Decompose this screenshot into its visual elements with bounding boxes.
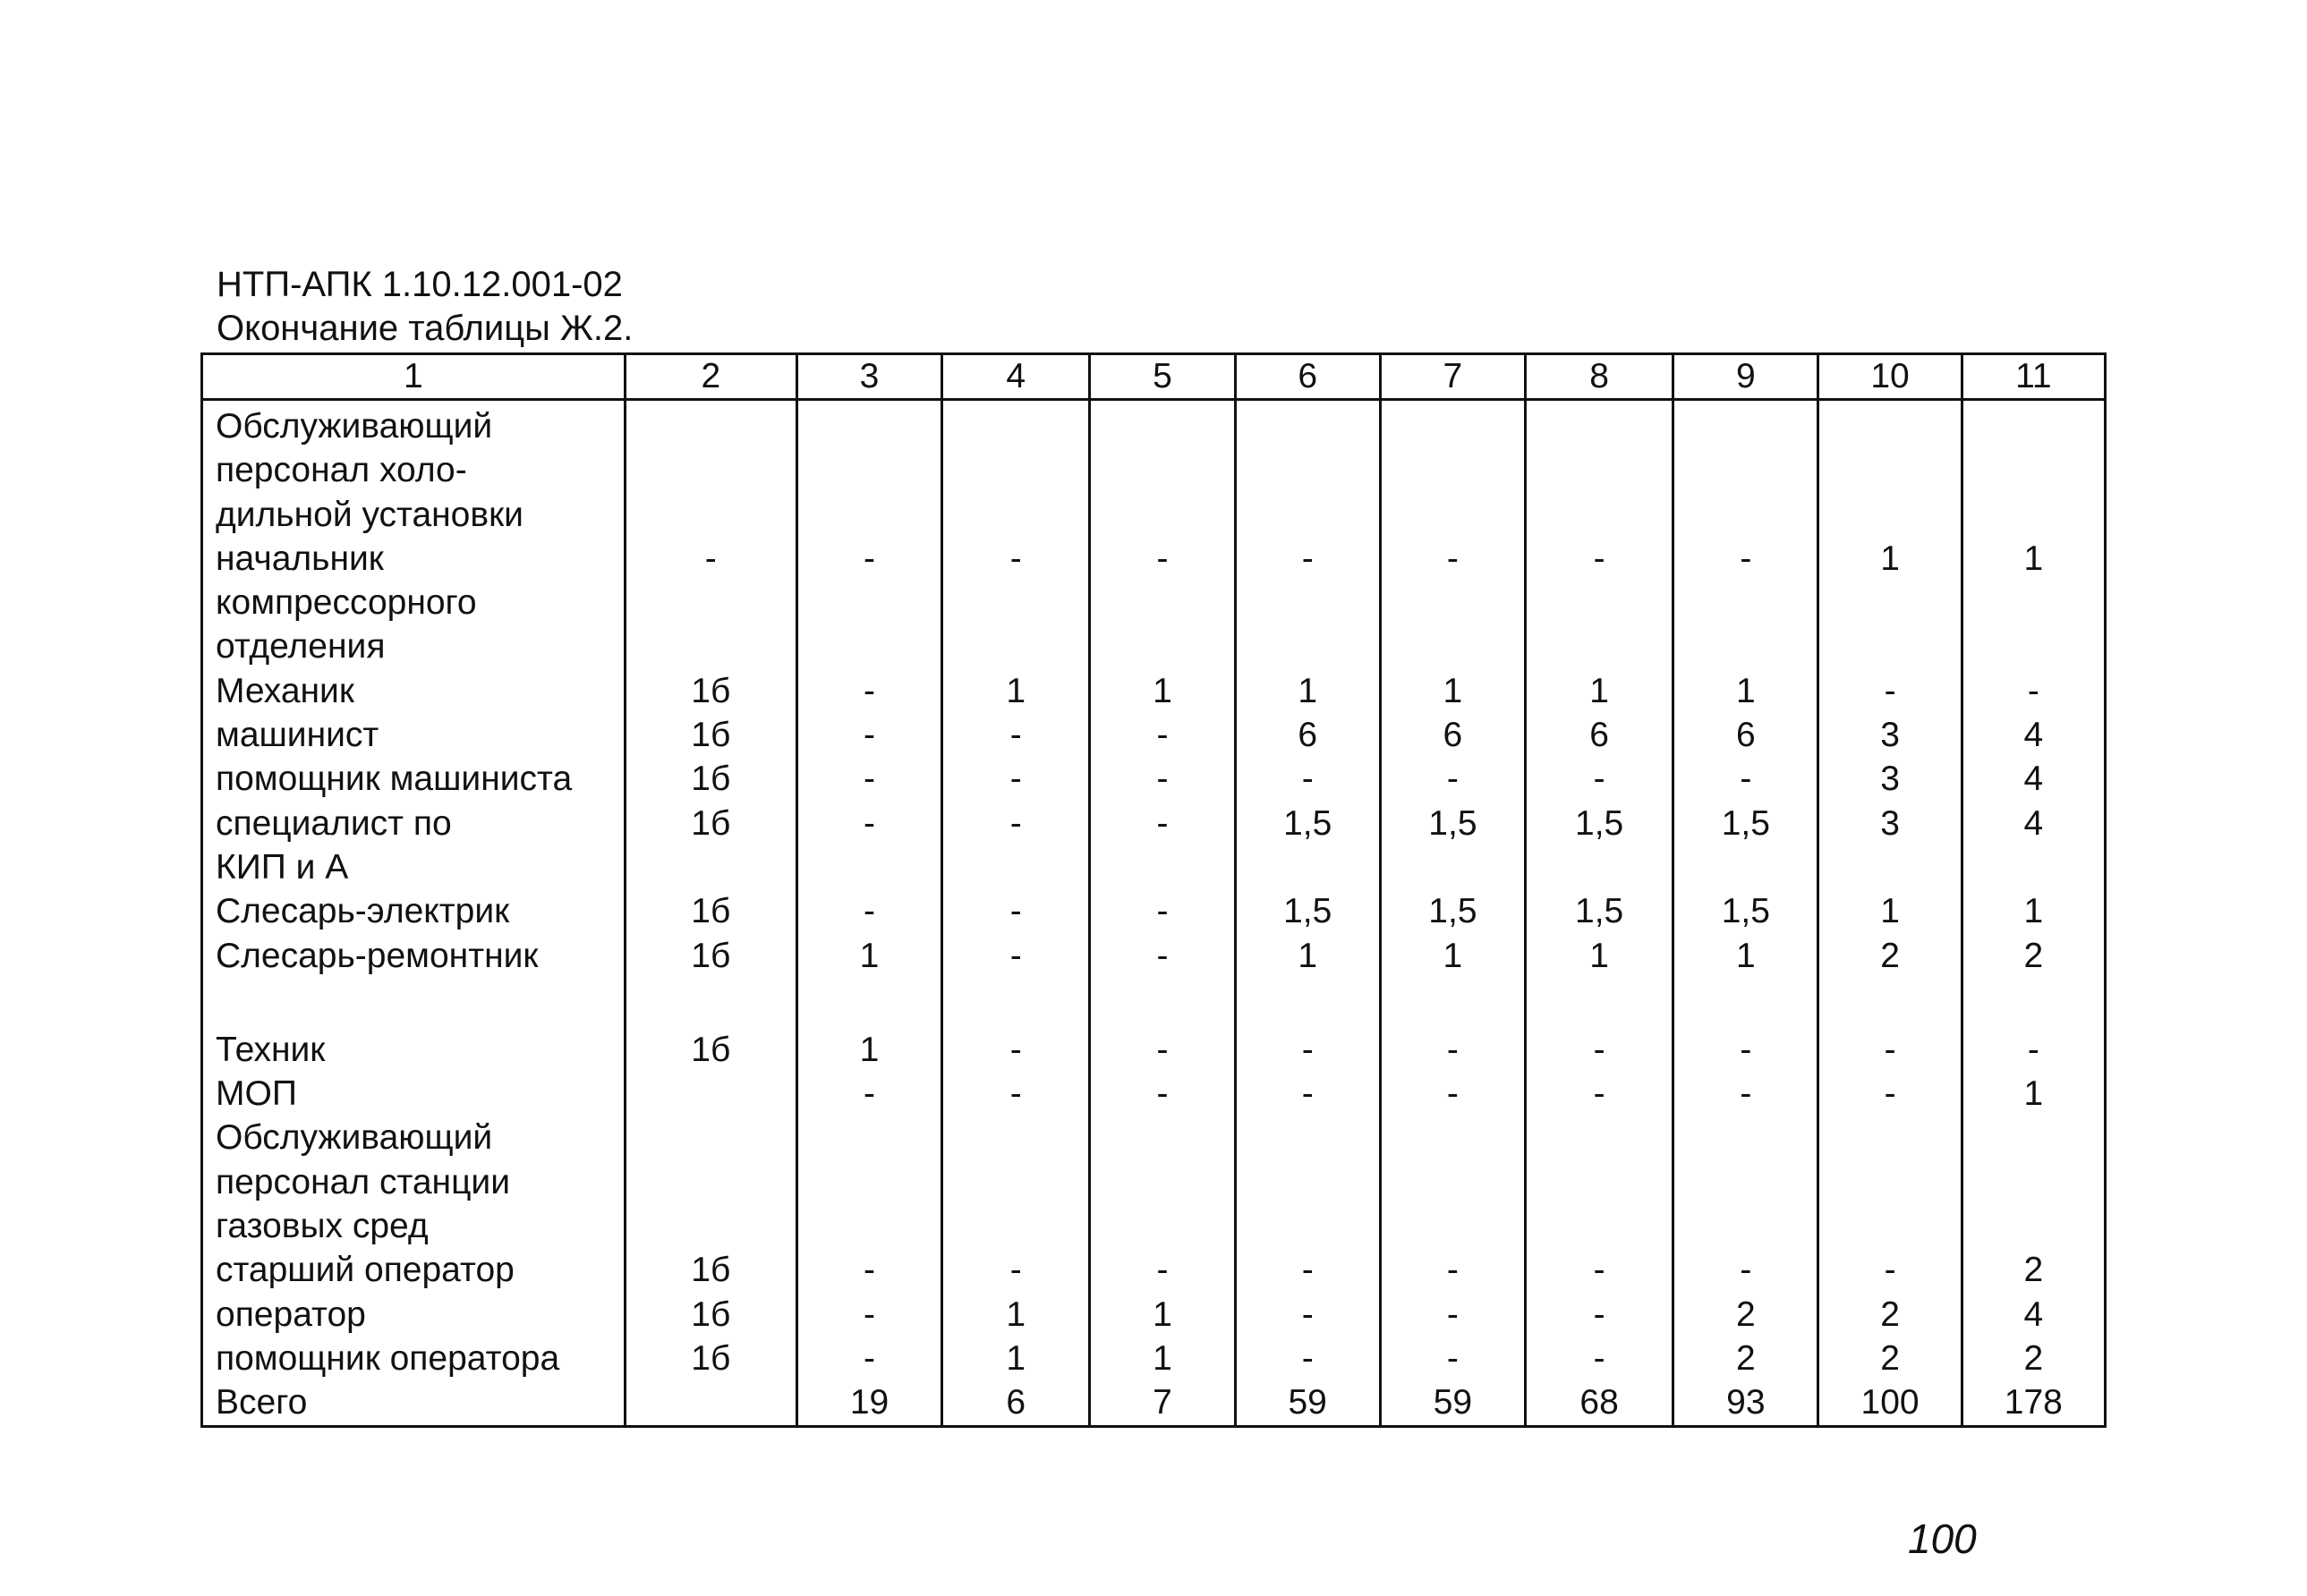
table-row — [202, 1028, 2106, 1072]
cell-value — [625, 400, 796, 449]
cell-value — [942, 1160, 1090, 1204]
cell-value — [1526, 1116, 1673, 1159]
cell-value — [1235, 845, 1380, 889]
cell-value: 7 — [1090, 1380, 1235, 1426]
cell-value — [1962, 624, 2105, 668]
cell-value: 1 — [1380, 934, 1525, 978]
table-row — [202, 934, 2106, 978]
cell-value — [1673, 400, 1818, 449]
cell-value — [1526, 493, 1673, 537]
cell-value: 6 — [1235, 713, 1380, 757]
cell-value: - — [1090, 1028, 1235, 1072]
cell-value: - — [796, 1072, 941, 1116]
cell-value: - — [1673, 757, 1818, 801]
cell-value — [1235, 448, 1380, 492]
cell-value — [1235, 978, 1380, 1028]
cell-value: 3 — [1818, 802, 1962, 845]
cell-value: - — [1090, 802, 1235, 845]
cell-value: - — [1090, 537, 1235, 581]
cell-value: - — [942, 713, 1090, 757]
cell-value: 1,5 — [1380, 889, 1525, 933]
cell-value: 2 — [1962, 1337, 2105, 1380]
cell-value — [1235, 624, 1380, 668]
cell-value: - — [796, 889, 941, 933]
cell-value: 59 — [1235, 1380, 1380, 1426]
cell-value — [1962, 1204, 2105, 1248]
cell-value: 1 — [1962, 1072, 2105, 1116]
cell-value: 1,5 — [1235, 802, 1380, 845]
cell-value — [1962, 493, 2105, 537]
cell-value: 2 — [1818, 1293, 1962, 1337]
cell-value — [796, 978, 941, 1028]
cell-value: 6 — [942, 1380, 1090, 1426]
cell-value: - — [1673, 1072, 1818, 1116]
cell-value — [625, 581, 796, 624]
row-label: персонал станции — [202, 1160, 626, 1204]
column-header-5: 5 — [1090, 354, 1235, 400]
cell-value: - — [796, 757, 941, 801]
cell-value: - — [1526, 1028, 1673, 1072]
table-row — [202, 1293, 2106, 1337]
row-label: компрессорного — [202, 581, 626, 624]
cell-value — [942, 624, 1090, 668]
table-row — [202, 757, 2106, 801]
row-label: Обслуживающий — [202, 1116, 626, 1159]
cell-value: 2 — [1673, 1337, 1818, 1380]
cell-value: - — [1818, 1028, 1962, 1072]
table-row — [202, 1337, 2106, 1380]
cell-value — [1526, 978, 1673, 1028]
cell-value — [796, 624, 941, 668]
cell-value — [1673, 581, 1818, 624]
cell-value: 1 — [1962, 889, 2105, 933]
cell-value: - — [1818, 669, 1962, 713]
cell-value: 1 — [1962, 537, 2105, 581]
cell-value — [1380, 1160, 1525, 1204]
cell-value — [1962, 448, 2105, 492]
cell-value: 1,5 — [1673, 889, 1818, 933]
cell-value — [1090, 845, 1235, 889]
table-row — [202, 1160, 2106, 1204]
cell-value: 1б — [625, 757, 796, 801]
cell-value: - — [796, 1337, 941, 1380]
row-label: МОП — [202, 1072, 626, 1116]
column-header-7: 7 — [1380, 354, 1525, 400]
cell-value — [1380, 493, 1525, 537]
cell-value: 2 — [1818, 934, 1962, 978]
cell-value — [1818, 1204, 1962, 1248]
cell-value: 1 — [1526, 669, 1673, 713]
cell-value — [942, 1204, 1090, 1248]
cell-value: 1,5 — [1380, 802, 1525, 845]
cell-value — [625, 1204, 796, 1248]
cell-value — [625, 1380, 796, 1426]
cell-value: - — [796, 1248, 941, 1292]
table-row — [202, 493, 2106, 537]
document-code: НТП-АПК 1.10.12.001-02 — [217, 265, 623, 304]
cell-value: 3 — [1818, 757, 1962, 801]
cell-value: - — [796, 713, 941, 757]
cell-value — [1818, 581, 1962, 624]
cell-value — [1526, 1204, 1673, 1248]
cell-value: - — [1962, 669, 2105, 713]
cell-value: - — [796, 802, 941, 845]
cell-value — [1090, 1160, 1235, 1204]
cell-value: - — [1673, 1248, 1818, 1292]
cell-value — [1818, 1116, 1962, 1159]
row-label: начальник — [202, 537, 626, 581]
cell-value: 1б — [625, 1248, 796, 1292]
cell-value: 1 — [1673, 669, 1818, 713]
cell-value — [1380, 448, 1525, 492]
cell-value — [1526, 448, 1673, 492]
cell-value — [1380, 581, 1525, 624]
cell-value — [1235, 400, 1380, 449]
cell-value: - — [1818, 1072, 1962, 1116]
cell-value — [1380, 400, 1525, 449]
cell-value: 1б — [625, 889, 796, 933]
cell-value — [1235, 1116, 1380, 1159]
cell-value: - — [1380, 1072, 1525, 1116]
cell-value: 93 — [1673, 1380, 1818, 1426]
row-label: Техник — [202, 1028, 626, 1072]
cell-value — [1090, 581, 1235, 624]
cell-value: - — [1673, 1028, 1818, 1072]
cell-value: - — [942, 934, 1090, 978]
row-label: помощник оператора — [202, 1337, 626, 1380]
cell-value — [1380, 845, 1525, 889]
row-label: отделения — [202, 624, 626, 668]
cell-value: - — [942, 757, 1090, 801]
row-label — [202, 978, 626, 1028]
cell-value — [1090, 1116, 1235, 1159]
cell-value: - — [1090, 1248, 1235, 1292]
cell-value: - — [1673, 537, 1818, 581]
cell-value: - — [1526, 1293, 1673, 1337]
row-label: Слесарь-ремонтник — [202, 934, 626, 978]
cell-value: 2 — [1962, 1248, 2105, 1292]
cell-value: - — [1818, 1248, 1962, 1292]
cell-value: 4 — [1962, 757, 2105, 801]
row-label: специалист по — [202, 802, 626, 845]
table-row — [202, 1072, 2106, 1116]
cell-value — [1235, 493, 1380, 537]
cell-value: 1 — [942, 1293, 1090, 1337]
cell-value — [1673, 624, 1818, 668]
table-row — [202, 845, 2106, 889]
row-label: Слесарь-электрик — [202, 889, 626, 933]
cell-value: 1б — [625, 934, 796, 978]
cell-value: 1 — [1380, 669, 1525, 713]
cell-value — [1090, 1204, 1235, 1248]
cell-value: 4 — [1962, 1293, 2105, 1337]
cell-value: 19 — [796, 1380, 941, 1426]
cell-value — [625, 978, 796, 1028]
cell-value: - — [1526, 1337, 1673, 1380]
cell-value — [625, 448, 796, 492]
cell-value: 1 — [942, 1337, 1090, 1380]
cell-value — [1673, 1204, 1818, 1248]
column-header-10: 10 — [1818, 354, 1962, 400]
row-label: Всего — [202, 1380, 626, 1426]
cell-value: - — [1235, 1072, 1380, 1116]
cell-value — [1818, 978, 1962, 1028]
cell-value: - — [1235, 1248, 1380, 1292]
table-row — [202, 400, 2106, 449]
cell-value — [1526, 581, 1673, 624]
cell-value — [942, 1116, 1090, 1159]
cell-value — [796, 581, 941, 624]
cell-value — [1818, 845, 1962, 889]
cell-value: 1 — [796, 1028, 941, 1072]
cell-value — [625, 1116, 796, 1159]
cell-value: 1б — [625, 802, 796, 845]
page-number: 100 — [1908, 1515, 1977, 1562]
table-row — [202, 581, 2106, 624]
table-row — [202, 669, 2106, 713]
table-row — [202, 1380, 2106, 1426]
row-label: оператор — [202, 1293, 626, 1337]
table-caption: Окончание таблицы Ж.2. — [217, 309, 634, 348]
cell-value: 1,5 — [1526, 802, 1673, 845]
cell-value: - — [1526, 757, 1673, 801]
cell-value: 2 — [1818, 1337, 1962, 1380]
cell-value — [625, 845, 796, 889]
table-row — [202, 1248, 2106, 1292]
cell-value: - — [1962, 1028, 2105, 1072]
cell-value — [796, 1160, 941, 1204]
column-header-2: 2 — [625, 354, 796, 400]
cell-value — [1673, 1160, 1818, 1204]
row-label: помощник машиниста — [202, 757, 626, 801]
cell-value — [1380, 1116, 1525, 1159]
cell-value — [1090, 624, 1235, 668]
cell-value: 1б — [625, 1337, 796, 1380]
cell-value — [1962, 845, 2105, 889]
cell-value: 4 — [1962, 713, 2105, 757]
cell-value — [1526, 1160, 1673, 1204]
cell-value — [1380, 1204, 1525, 1248]
cell-value — [942, 400, 1090, 449]
cell-value — [1818, 493, 1962, 537]
cell-value — [1526, 400, 1673, 449]
cell-value — [1962, 1116, 2105, 1159]
cell-value: - — [1235, 1293, 1380, 1337]
cell-value: - — [1526, 1248, 1673, 1292]
cell-value: - — [942, 537, 1090, 581]
cell-value: - — [1526, 537, 1673, 581]
cell-value — [1380, 624, 1525, 668]
cell-value: - — [1090, 757, 1235, 801]
cell-value: - — [1380, 1028, 1525, 1072]
row-label: газовых сред — [202, 1204, 626, 1248]
cell-value — [942, 448, 1090, 492]
cell-value — [796, 1204, 941, 1248]
cell-value: 1 — [1818, 889, 1962, 933]
cell-value: 1,5 — [1235, 889, 1380, 933]
cell-value: 6 — [1673, 713, 1818, 757]
column-header-8: 8 — [1526, 354, 1673, 400]
cell-value: - — [796, 669, 941, 713]
cell-value: 3 — [1818, 713, 1962, 757]
cell-value: - — [1090, 934, 1235, 978]
staff-table — [200, 352, 2107, 1428]
table-body — [202, 400, 2106, 1427]
cell-value: 1 — [1090, 669, 1235, 713]
cell-value — [796, 448, 941, 492]
cell-value — [1818, 624, 1962, 668]
table-row — [202, 713, 2106, 757]
cell-value — [1235, 1204, 1380, 1248]
cell-value: - — [1380, 1337, 1525, 1380]
cell-value — [625, 1160, 796, 1204]
cell-value: 1 — [1235, 669, 1380, 713]
cell-value — [1962, 1160, 2105, 1204]
cell-value — [1090, 448, 1235, 492]
cell-value: - — [942, 1248, 1090, 1292]
table-row — [202, 1204, 2106, 1248]
cell-value — [1673, 845, 1818, 889]
cell-value: - — [1380, 1293, 1525, 1337]
cell-value — [796, 400, 941, 449]
cell-value: - — [942, 1072, 1090, 1116]
cell-value: - — [942, 1028, 1090, 1072]
cell-value: - — [942, 889, 1090, 933]
cell-value: 4 — [1962, 802, 2105, 845]
table-row — [202, 624, 2106, 668]
cell-value: - — [1090, 713, 1235, 757]
column-header-11: 11 — [1962, 354, 2105, 400]
row-label: дильной установки — [202, 493, 626, 537]
cell-value — [1090, 400, 1235, 449]
cell-value: 1 — [1526, 934, 1673, 978]
row-label: КИП и А — [202, 845, 626, 889]
cell-value: 1,5 — [1673, 802, 1818, 845]
cell-value: 1б — [625, 713, 796, 757]
cell-value — [1673, 493, 1818, 537]
cell-value: - — [1090, 889, 1235, 933]
table-row — [202, 1116, 2106, 1159]
table-header — [202, 354, 2106, 400]
table-row — [202, 537, 2106, 581]
row-label: Обслуживающий — [202, 400, 626, 449]
cell-value: - — [1526, 1072, 1673, 1116]
cell-value — [796, 493, 941, 537]
cell-value — [942, 978, 1090, 1028]
cell-value — [1380, 978, 1525, 1028]
cell-value: - — [1380, 757, 1525, 801]
row-label: старший оператор — [202, 1248, 626, 1292]
cell-value: 1 — [942, 669, 1090, 713]
cell-value — [625, 624, 796, 668]
cell-value: 1,5 — [1526, 889, 1673, 933]
cell-value: 100 — [1818, 1380, 1962, 1426]
column-header-3: 3 — [796, 354, 941, 400]
cell-value: 1 — [1090, 1337, 1235, 1380]
table-row — [202, 889, 2106, 933]
cell-value: 1 — [1673, 934, 1818, 978]
cell-value: - — [1235, 1337, 1380, 1380]
cell-value: - — [1380, 537, 1525, 581]
cell-value — [1526, 624, 1673, 668]
row-label: машинист — [202, 713, 626, 757]
cell-value: 1 — [1235, 934, 1380, 978]
cell-value: - — [1235, 757, 1380, 801]
table-row — [202, 978, 2106, 1028]
cell-value — [1526, 845, 1673, 889]
cell-value — [1962, 978, 2105, 1028]
cell-value — [1673, 1116, 1818, 1159]
cell-value — [625, 493, 796, 537]
cell-value: 2 — [1673, 1293, 1818, 1337]
cell-value: - — [942, 802, 1090, 845]
cell-value: 1 — [796, 934, 941, 978]
cell-value — [942, 581, 1090, 624]
cell-value — [1962, 400, 2105, 449]
cell-value — [1818, 1160, 1962, 1204]
cell-value: 2 — [1962, 934, 2105, 978]
cell-value — [1818, 400, 1962, 449]
table-row — [202, 802, 2106, 845]
cell-value: - — [796, 1293, 941, 1337]
cell-value — [1818, 448, 1962, 492]
cell-value: 6 — [1380, 713, 1525, 757]
cell-value — [625, 1072, 796, 1116]
cell-value — [1235, 581, 1380, 624]
cell-value: 1б — [625, 1028, 796, 1072]
cell-value — [796, 845, 941, 889]
row-label: персонал холо- — [202, 448, 626, 492]
cell-value: 1б — [625, 669, 796, 713]
column-header-1: 1 — [202, 354, 626, 400]
header-row — [202, 354, 2106, 400]
cell-value — [1673, 978, 1818, 1028]
table-row — [202, 448, 2106, 492]
cell-value: 1 — [1090, 1293, 1235, 1337]
cell-value — [1090, 978, 1235, 1028]
cell-value: - — [1235, 1028, 1380, 1072]
cell-value: - — [1090, 1072, 1235, 1116]
cell-value — [1235, 1160, 1380, 1204]
cell-value — [1962, 581, 2105, 624]
cell-value: - — [796, 537, 941, 581]
cell-value: - — [1380, 1248, 1525, 1292]
cell-value: 1 — [1818, 537, 1962, 581]
cell-value: 6 — [1526, 713, 1673, 757]
cell-value — [1673, 448, 1818, 492]
cell-value: 178 — [1962, 1380, 2105, 1426]
cell-value: 68 — [1526, 1380, 1673, 1426]
row-label: Механик — [202, 669, 626, 713]
cell-value: - — [1235, 537, 1380, 581]
cell-value — [1090, 493, 1235, 537]
cell-value: 59 — [1380, 1380, 1525, 1426]
cell-value: 1б — [625, 1293, 796, 1337]
cell-value — [796, 1116, 941, 1159]
column-header-4: 4 — [942, 354, 1090, 400]
cell-value — [942, 845, 1090, 889]
column-header-9: 9 — [1673, 354, 1818, 400]
column-header-6: 6 — [1235, 354, 1380, 400]
cell-value: - — [625, 537, 796, 581]
cell-value — [942, 493, 1090, 537]
